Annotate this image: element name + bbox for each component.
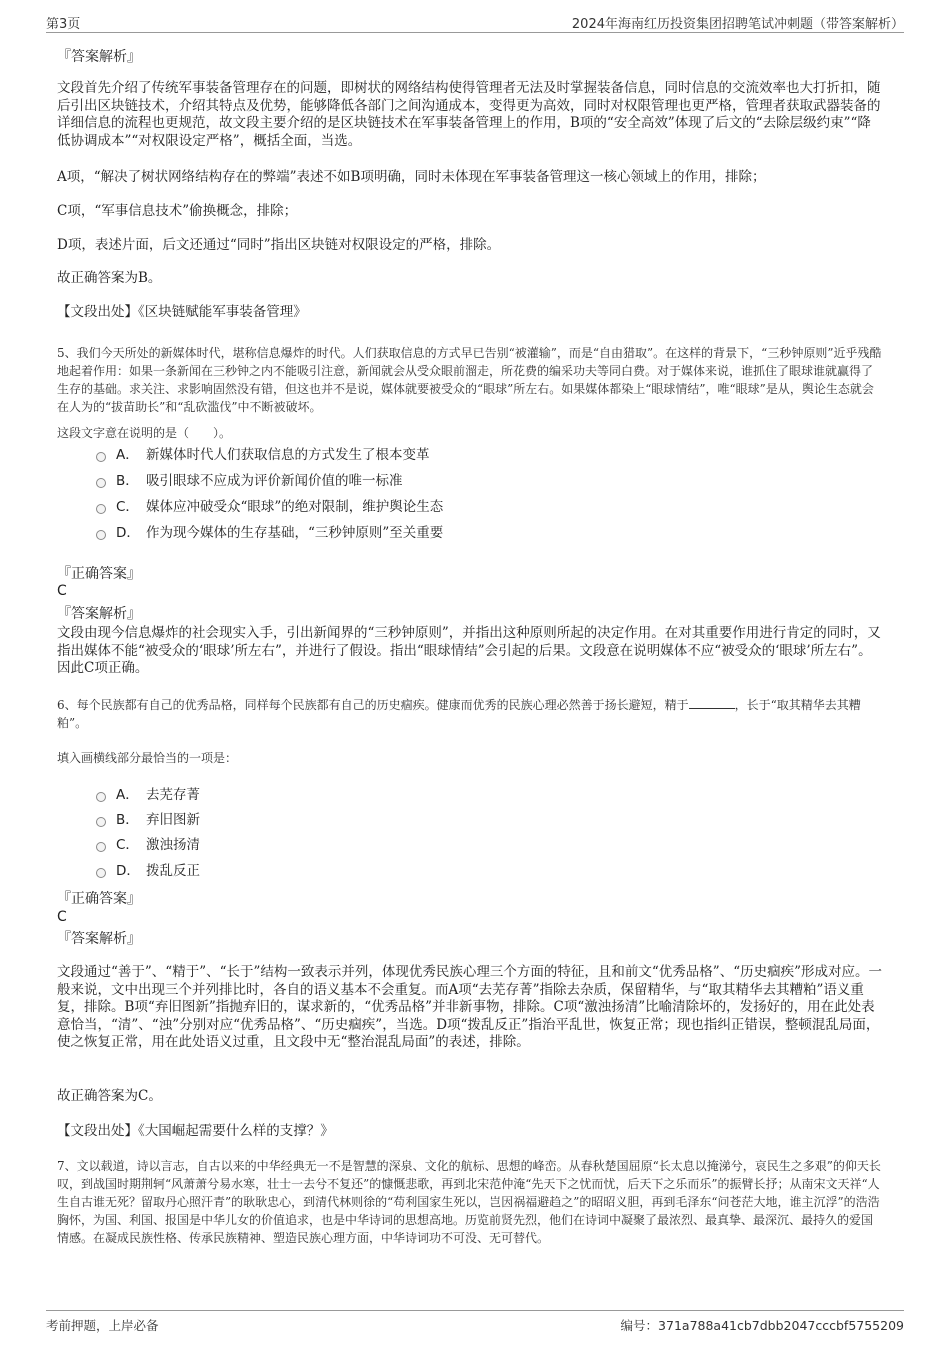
q6-option-a[interactable]: A． 去芜存菁 (96, 786, 200, 804)
q6-conclusion: 故正确答案为C。 (57, 1088, 162, 1104)
q6-source: 【文段出处】《大国崛起需要什么样的支撑？》 (57, 1123, 334, 1139)
q5-answer: C (57, 583, 67, 599)
q5-option-d[interactable]: D． 作为现今媒体的生存基础，“三秒钟原则”至关重要 (96, 524, 443, 542)
q4-source: 【文段出处】《区块链赋能军事装备管理》 (57, 304, 307, 320)
page-number: 第3页 (46, 17, 81, 32)
q4-option-d-analysis: D项，表述片面，后文还通过“同时”指出区块链对权限设定的严格，排除。 (57, 237, 501, 253)
q6-analysis: 文段通过“善于”、“精于”、“长于”结构一致表示并列，体现优秀民族心理三个方面的特征，且和前文“优秀品格”、“历史痼疾”形成对应。一般来说，文中出现三个并列排比时，各自的语义基本不会重复。而A项“去芜存菁”指除去杂质，保留精华，与“取其精华去其糟粕”语义重复，排除。B项“弃旧图新”指抛弃旧的，谋求新的，“优秀品格”并非新事物，排除。C项“激浊扬清”比喻清除坏的，发扬好的，用在此处表意恰当，“清”、“浊”分别对应“优秀品格”、“历史痼疾”，当选。D项“拨乱反正”指治平乱世，恢复正常；现也指纠正错误，整顿混乱局面，使之恢复正常，用在此处语义过重，且文段中无“整治混乱局面”的表述，排除。 (57, 964, 883, 1050)
q5-analysis: 文段由现今信息爆炸的社会现实入手，引出新闻界的“三秒钟原则”，并指出这种原则所起的决定作用。在对其重要作用进行肯定的同时，又指出媒体不能“被受众的‘眼球’所左右”，并进行了假设。指出“眼球情结”会引起的后果。文段意在说明媒体不应“被受众的‘眼球’所左右”。因此C项正确。 (57, 625, 881, 676)
page-header (46, 10, 904, 33)
q4-analysis: 文段首先介绍了传统军事装备管理存在的问题，即树状的网络结构使得管理者无法及时掌握装备信息，同时信息的交流效率也大打折扣，随后引出区块链技术，介绍其特点及优势，能够降低各部门之间沟通成本，变得更为高效，同时对权限管理也更严格，管理者获取武器装备的详细信息的流程也更规范，故文段主要介绍的是区块链技术在军事装备管理上的作用，B项的“安全高效”体现了后文的“去除层级约束”“降低协调成本”“对权限设定严格”，概括全面，当选。 (57, 80, 881, 149)
q4-option-c-analysis: C项，“军事信息技术”偷换概念，排除； (57, 203, 298, 219)
q5-analysis-label: 『答案解析』 (57, 606, 141, 622)
q4-option-a-analysis: A项，“解决了树状网络结构存在的弊端”表述不如B项明确，同时未体现在军事装备管理这一核心领域上的作用，排除； (57, 169, 766, 185)
q6-option-b[interactable]: B． 弃旧图新 (96, 811, 200, 829)
q4-conclusion: 故正确答案为B。 (57, 270, 162, 286)
q6-option-d[interactable]: D． 拨乱反正 (96, 862, 200, 880)
q6-stem: 6、每个民族都有自己的优秀品格，同样每个民族都有自己的历史痼疾。健康而优秀的民族心理必然善于扬长避短，精于 ，长于“取其精华去其糟粕”。 (57, 698, 861, 730)
q7-stem: 7、文以载道，诗以言志，自古以来的中华经典无一不是智慧的深泉、文化的航标、思想的峰峦。从春秋楚国屈原“长太息以掩涕兮，哀民生之多艰”的仰天长叹，到战国时期荆轲“风萧萧兮易水寒，壮士一去兮不复还”的慷慨悲歌，再到北宋范仲淹“先天下之忧而忧，后天下之乐而乐”的振臂长抒；从南宋文天祥“人生自古谁无死？留取丹心照汗青”的耿耿忠心，到清代林则徐的“苟利国家生死以，岂因祸福避趋之”的昭昭义胆，再到毛泽东“问苍茫大地，谁主沉浮”的浩浩胸怀，为国、利国、报国是中华儿女的价值追求，也是中华诗词的思想高地。历览前贤先烈，他们在诗词中凝聚了最浓烈、最真挚、最深沉、最持久的爱国情感。在凝成民族性格、传承民族精神、塑造民族心理方面，中华诗词功不可没、无可替代。 (57, 1159, 881, 1245)
q5-question: 这段文字意在说明的是（ ）。 (57, 426, 232, 440)
q6-option-c[interactable]: C． 激浊扬清 (96, 836, 200, 854)
q6-answer-label: 『正确答案』 (57, 891, 141, 907)
document-id: 编号：371a788a41cb7dbb2047cccbf5755209 (620, 1318, 904, 1333)
q6-answer: C (57, 909, 67, 925)
radio-icon[interactable] (96, 530, 106, 540)
blank-line (689, 696, 735, 709)
radio-icon[interactable] (96, 817, 106, 827)
radio-icon[interactable] (96, 504, 106, 514)
q6-question: 填入画横线部分最恰当的一项是： (57, 751, 238, 765)
q6-analysis-label: 『答案解析』 (57, 931, 141, 947)
q5-stem: 5、我们今天所处的新媒体时代，堪称信息爆炸的时代。人们获取信息的方式早已告别“被灌输”，而是“自由猎取”。在这样的背景下，“三秒钟原则”近乎残酷地起着作用：如果一条新闻在三秒钟之内不能吸引注意，新闻就会从受众眼前溜走，所花费的编采功夫等同白费。对于媒体来说，谁抓住了眼球谁就赢得了生存的基础。求关注、求影响固然没有错，但这也并不是说，媒体就要被受众的“眼球”所左右。如果媒体都染上“眼球情结”，唯“眼球”是从，舆论生态就会在人为的“拔苗助长”和“乱砍滥伐”中不断被破坏。 (57, 346, 882, 414)
document-title: 2024年海南红历投资集团招聘笔试冲刺题（带答案解析） (571, 17, 904, 32)
radio-icon[interactable] (96, 478, 106, 488)
footer-slogan: 考前押题，上岸必备 (46, 1318, 159, 1333)
radio-icon[interactable] (96, 842, 106, 852)
radio-icon[interactable] (96, 452, 106, 462)
q5-option-b[interactable]: B． 吸引眼球不应成为评价新闻价值的唯一标准 (96, 472, 403, 490)
q5-answer-label: 『正确答案』 (57, 566, 141, 582)
radio-icon[interactable] (96, 868, 106, 878)
q4-analysis-label: 『答案解析』 (57, 49, 141, 65)
page-footer (46, 1310, 904, 1333)
radio-icon[interactable] (96, 792, 106, 802)
q5-option-a[interactable]: A． 新媒体时代人们获取信息的方式发生了根本变革 (96, 446, 430, 464)
q5-option-c[interactable]: C． 媒体应冲破受众“眼球”的绝对限制，维护舆论生态 (96, 498, 443, 516)
